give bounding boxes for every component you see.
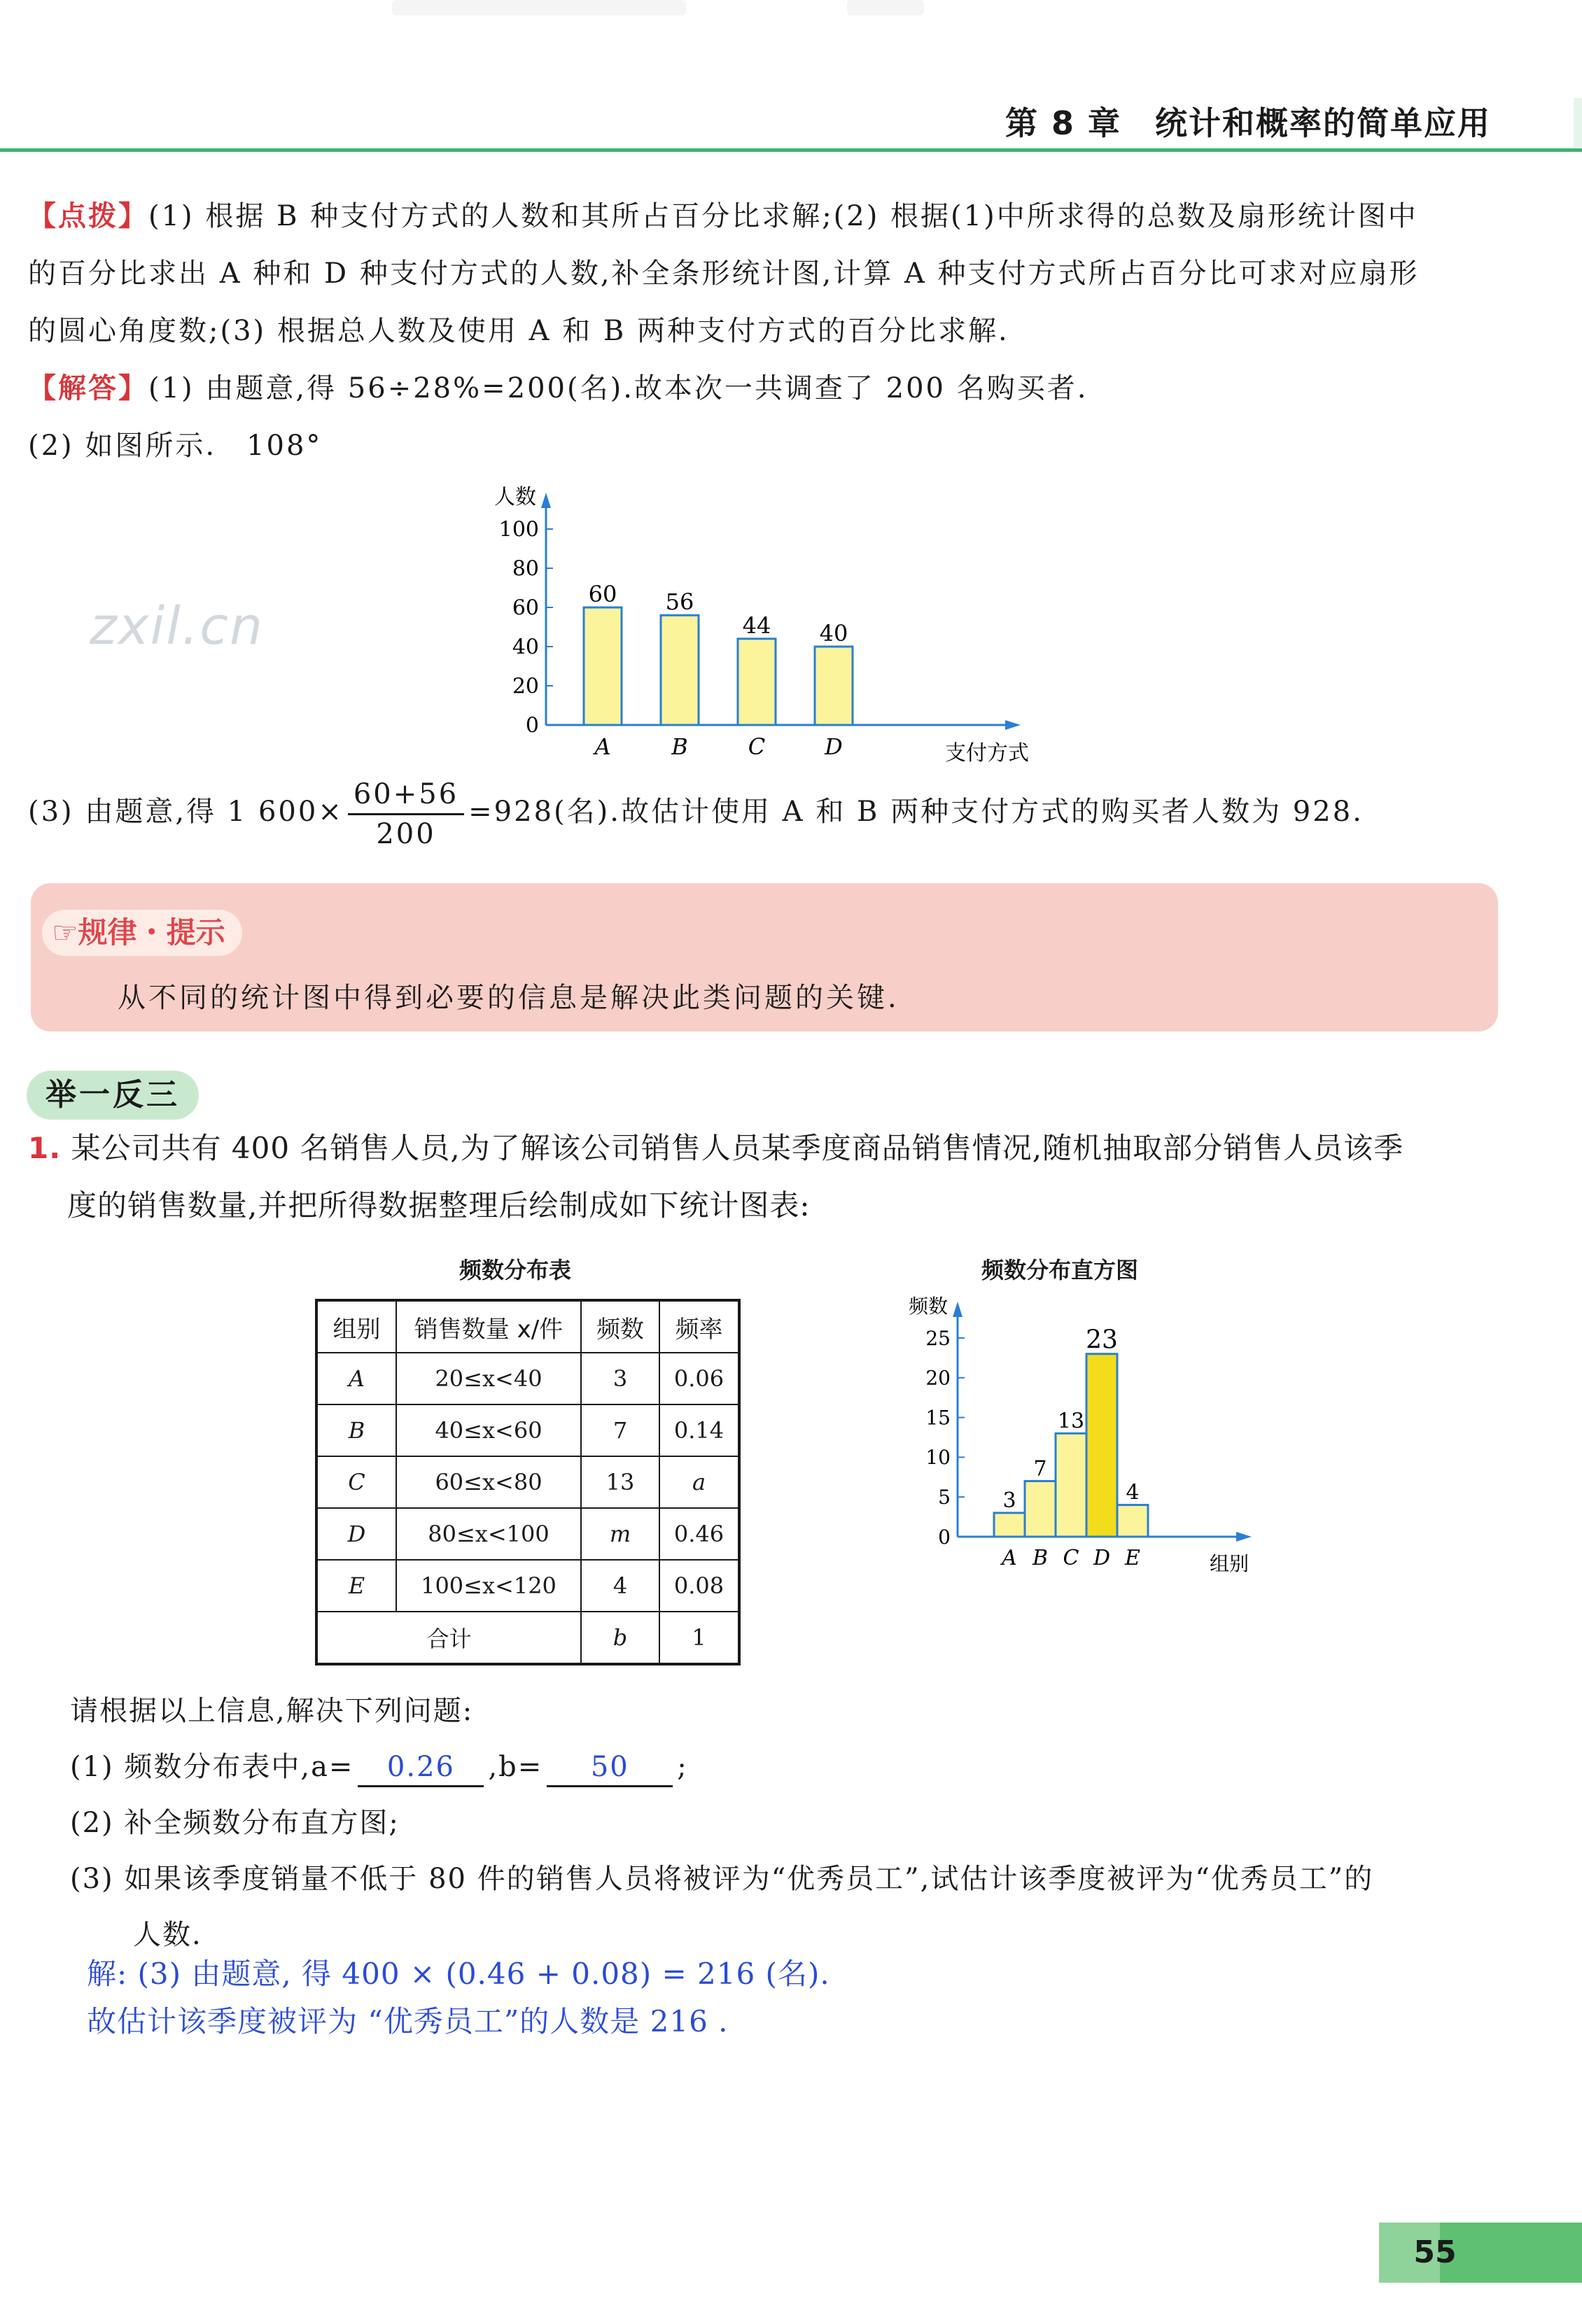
histogram-title: 频数分布直方图 <box>981 1257 1139 1283</box>
bar <box>738 639 776 725</box>
x-tick-label: E <box>1125 1546 1140 1570</box>
prompt: 请根据以上信息,解决下列问题: <box>70 1695 474 1727</box>
table-title: 频数分布表 <box>459 1257 572 1283</box>
question-line-2: 度的销售数量,并把所得数据整理后绘制成如下统计图表: <box>67 1188 811 1223</box>
table-cell: 0.06 <box>659 1353 739 1404</box>
table-cell: 0.46 <box>659 1508 739 1560</box>
table-row <box>316 1404 739 1456</box>
data-label: 60 <box>588 581 617 607</box>
x-tick-label: D <box>825 733 843 760</box>
watermark: zxil.cn <box>90 596 264 656</box>
table-cell: a <box>659 1456 739 1508</box>
table-cell: 60≤x<80 <box>396 1456 581 1508</box>
table-row <box>316 1560 739 1612</box>
y-axis-arrow <box>541 493 551 508</box>
y-tick-label: 0 <box>525 713 539 738</box>
data-label: 3 <box>1002 1488 1016 1513</box>
table-cell: 100≤x<120 <box>396 1560 581 1612</box>
frequency-histogram <box>882 1288 1274 1582</box>
y-axis-label: 人数 <box>494 485 536 509</box>
rule-tip-title: ☞规律・提示 <box>42 910 242 956</box>
question-line-1 <box>28 1120 1404 1177</box>
table-cell: 13 <box>581 1456 659 1508</box>
y-axis-label: 频数 <box>908 1295 948 1318</box>
solution-part-2: (2) 如图所示. 108° <box>28 430 323 462</box>
y-tick-label: 5 <box>938 1486 951 1509</box>
section-title: 举一反三 <box>27 1071 199 1120</box>
x-tick-label: C <box>748 733 766 760</box>
table-cell: 40≤x<60 <box>396 1404 581 1456</box>
table-cell: 7 <box>581 1404 659 1456</box>
table-header: 组别 <box>316 1300 396 1353</box>
hint-line-3: 的圆心角度数;(3) 根据总人数及使用 A 和 B 两种支付方式的百分比求解. <box>28 315 1009 347</box>
bar <box>1056 1433 1086 1537</box>
fraction <box>348 775 464 853</box>
table-cell: D <box>316 1508 396 1560</box>
answer-a-blank[interactable]: 0.26 <box>358 1749 484 1787</box>
data-label: 7 <box>1033 1456 1047 1481</box>
answer-line-1: 解: (3) 由题意, 得 400 × (0.46 + 0.08) = 216 (名). <box>87 1957 830 1991</box>
table-row <box>316 1353 739 1404</box>
table-cell: 80≤x<100 <box>396 1508 581 1560</box>
data-label: 4 <box>1126 1480 1140 1505</box>
x-tick-label: B <box>671 733 688 760</box>
header-divider <box>0 148 1582 152</box>
solution-part-1: (1) 由题意,得 56÷28%=200(名).故本次一共调查了 200 名购买者. <box>148 372 1088 404</box>
answer-line-2: 故估计该季度被评为 “优秀员工”的人数是 216 . <box>87 2004 729 2038</box>
table-cell: C <box>316 1456 396 1508</box>
x-tick-label: C <box>1063 1546 1079 1570</box>
data-label: 44 <box>742 612 771 639</box>
y-tick-label: 20 <box>512 674 539 699</box>
sub-question-3-line-2: 人数. <box>133 1919 202 1951</box>
solution-part-3 <box>28 770 1364 854</box>
scan-smudge <box>392 0 686 15</box>
fraction-denominator: 200 <box>376 817 436 850</box>
part3-prefix: (3) 由题意,得 1 600× <box>28 796 344 828</box>
header-edge-mark <box>1574 98 1582 147</box>
rule-tip-text: 从不同的统计图中得到必要的信息是解决此类问题的关键. <box>118 982 899 1014</box>
table-cell: A <box>316 1353 396 1404</box>
table-cell: B <box>316 1404 396 1456</box>
question-stem <box>28 1120 1404 1234</box>
table-cell: 4 <box>581 1560 659 1612</box>
table-cell: 3 <box>581 1353 659 1404</box>
table-cell: 0.14 <box>659 1404 739 1456</box>
bar <box>1117 1505 1148 1537</box>
x-axis-arrow <box>1005 720 1021 730</box>
y-tick-label: 0 <box>938 1525 951 1549</box>
chapter-title: 第 8 章 统计和概率的简单应用 <box>1004 104 1491 142</box>
table-row <box>316 1456 739 1508</box>
frequency-table <box>315 1299 741 1665</box>
x-tick-label: A <box>1002 1546 1017 1570</box>
hint-line-2: 的百分比求出 A 种和 D 种支付方式的人数,补全条形统计图,计算 A 种支付方式所占百分比可求对应扇形 <box>28 258 1420 290</box>
sub1-suffix: ; <box>677 1751 688 1783</box>
part3-suffix: =928(名).故估计使用 A 和 B 两种支付方式的购买者人数为 928. <box>468 796 1364 828</box>
bar <box>1025 1481 1056 1537</box>
y-tick-label: 15 <box>925 1406 951 1430</box>
table-cell: b <box>581 1612 659 1664</box>
y-tick-label: 20 <box>925 1366 951 1390</box>
fraction-numerator: 60+56 <box>348 775 464 815</box>
table-total-row <box>316 1612 739 1664</box>
table-header: 销售数量 x/件 <box>396 1300 581 1353</box>
sub1-prefix: (1) 频数分布表中,a= <box>70 1751 354 1783</box>
question-number: 1. <box>28 1131 62 1165</box>
hint-line-1 <box>28 188 1420 245</box>
sub-question-2: (2) 补全频数分布直方图; <box>70 1807 400 1839</box>
x-tick-label: B <box>1032 1546 1049 1570</box>
solution-label: 【解答】 <box>28 372 148 404</box>
answer-b-blank[interactable]: 50 <box>547 1749 673 1787</box>
y-axis-arrow <box>953 1302 962 1317</box>
table-header: 频数 <box>581 1300 659 1353</box>
y-tick-label: 80 <box>512 556 539 582</box>
solution-paragraph <box>28 360 1088 474</box>
scan-smudge <box>847 0 924 15</box>
x-axis-arrow <box>1236 1532 1252 1542</box>
hint-text-1: (1) 根据 B 种支付方式的人数和其所占百分比求解;(2) 根据(1)中所求得的总数及扇形统计图中 <box>148 200 1418 232</box>
table-cell: 1 <box>659 1612 739 1664</box>
data-label: 56 <box>665 589 694 616</box>
table-cell: 0.08 <box>659 1560 739 1612</box>
bar <box>994 1513 1025 1537</box>
table-header: 频率 <box>659 1300 739 1353</box>
payment-bar-chart <box>462 476 1064 770</box>
hint-label: 【点拨】 <box>28 200 148 232</box>
x-axis-label: 支付方式 <box>945 741 1029 766</box>
table-header-row <box>316 1300 739 1353</box>
sub-question-1 <box>70 1739 1373 1795</box>
y-tick-label: 10 <box>925 1446 951 1470</box>
bar <box>661 615 699 725</box>
data-label: 13 <box>1057 1409 1085 1434</box>
bar <box>584 607 622 725</box>
table-cell: m <box>581 1508 659 1560</box>
page-number: 55 <box>1413 2234 1457 2270</box>
x-axis-label: 组别 <box>1209 1552 1250 1575</box>
y-tick-label: 100 <box>498 517 539 542</box>
sub1-mid: ,b= <box>488 1751 543 1783</box>
subquestions <box>70 1683 1373 1963</box>
sub-question-3-line-1: (3) 如果该季度销量不低于 80 件的销售人员将被评为“优秀员工”,试估计该季度被评为“优秀员工”的 <box>70 1863 1374 1895</box>
bar <box>1086 1354 1117 1537</box>
solution-line-1 <box>28 360 1088 417</box>
bar <box>815 647 853 725</box>
hint-paragraph <box>28 188 1420 360</box>
question-text-1: 某公司共有 400 名销售人员,为了解该公司销售人员某季度商品销售情况,随机抽取部分销售人员该季 <box>71 1131 1404 1165</box>
y-tick-label: 25 <box>925 1326 951 1350</box>
x-tick-label: D <box>1093 1546 1111 1570</box>
data-label: 40 <box>819 620 848 647</box>
table-cell: 合计 <box>316 1612 581 1664</box>
x-tick-label: A <box>594 733 611 760</box>
table-cell: E <box>316 1560 396 1612</box>
y-tick-label: 40 <box>512 635 539 660</box>
table-row <box>316 1508 739 1560</box>
y-tick-label: 60 <box>512 596 539 621</box>
table-cell: 20≤x<40 <box>396 1353 581 1404</box>
data-label: 23 <box>1086 1325 1118 1355</box>
